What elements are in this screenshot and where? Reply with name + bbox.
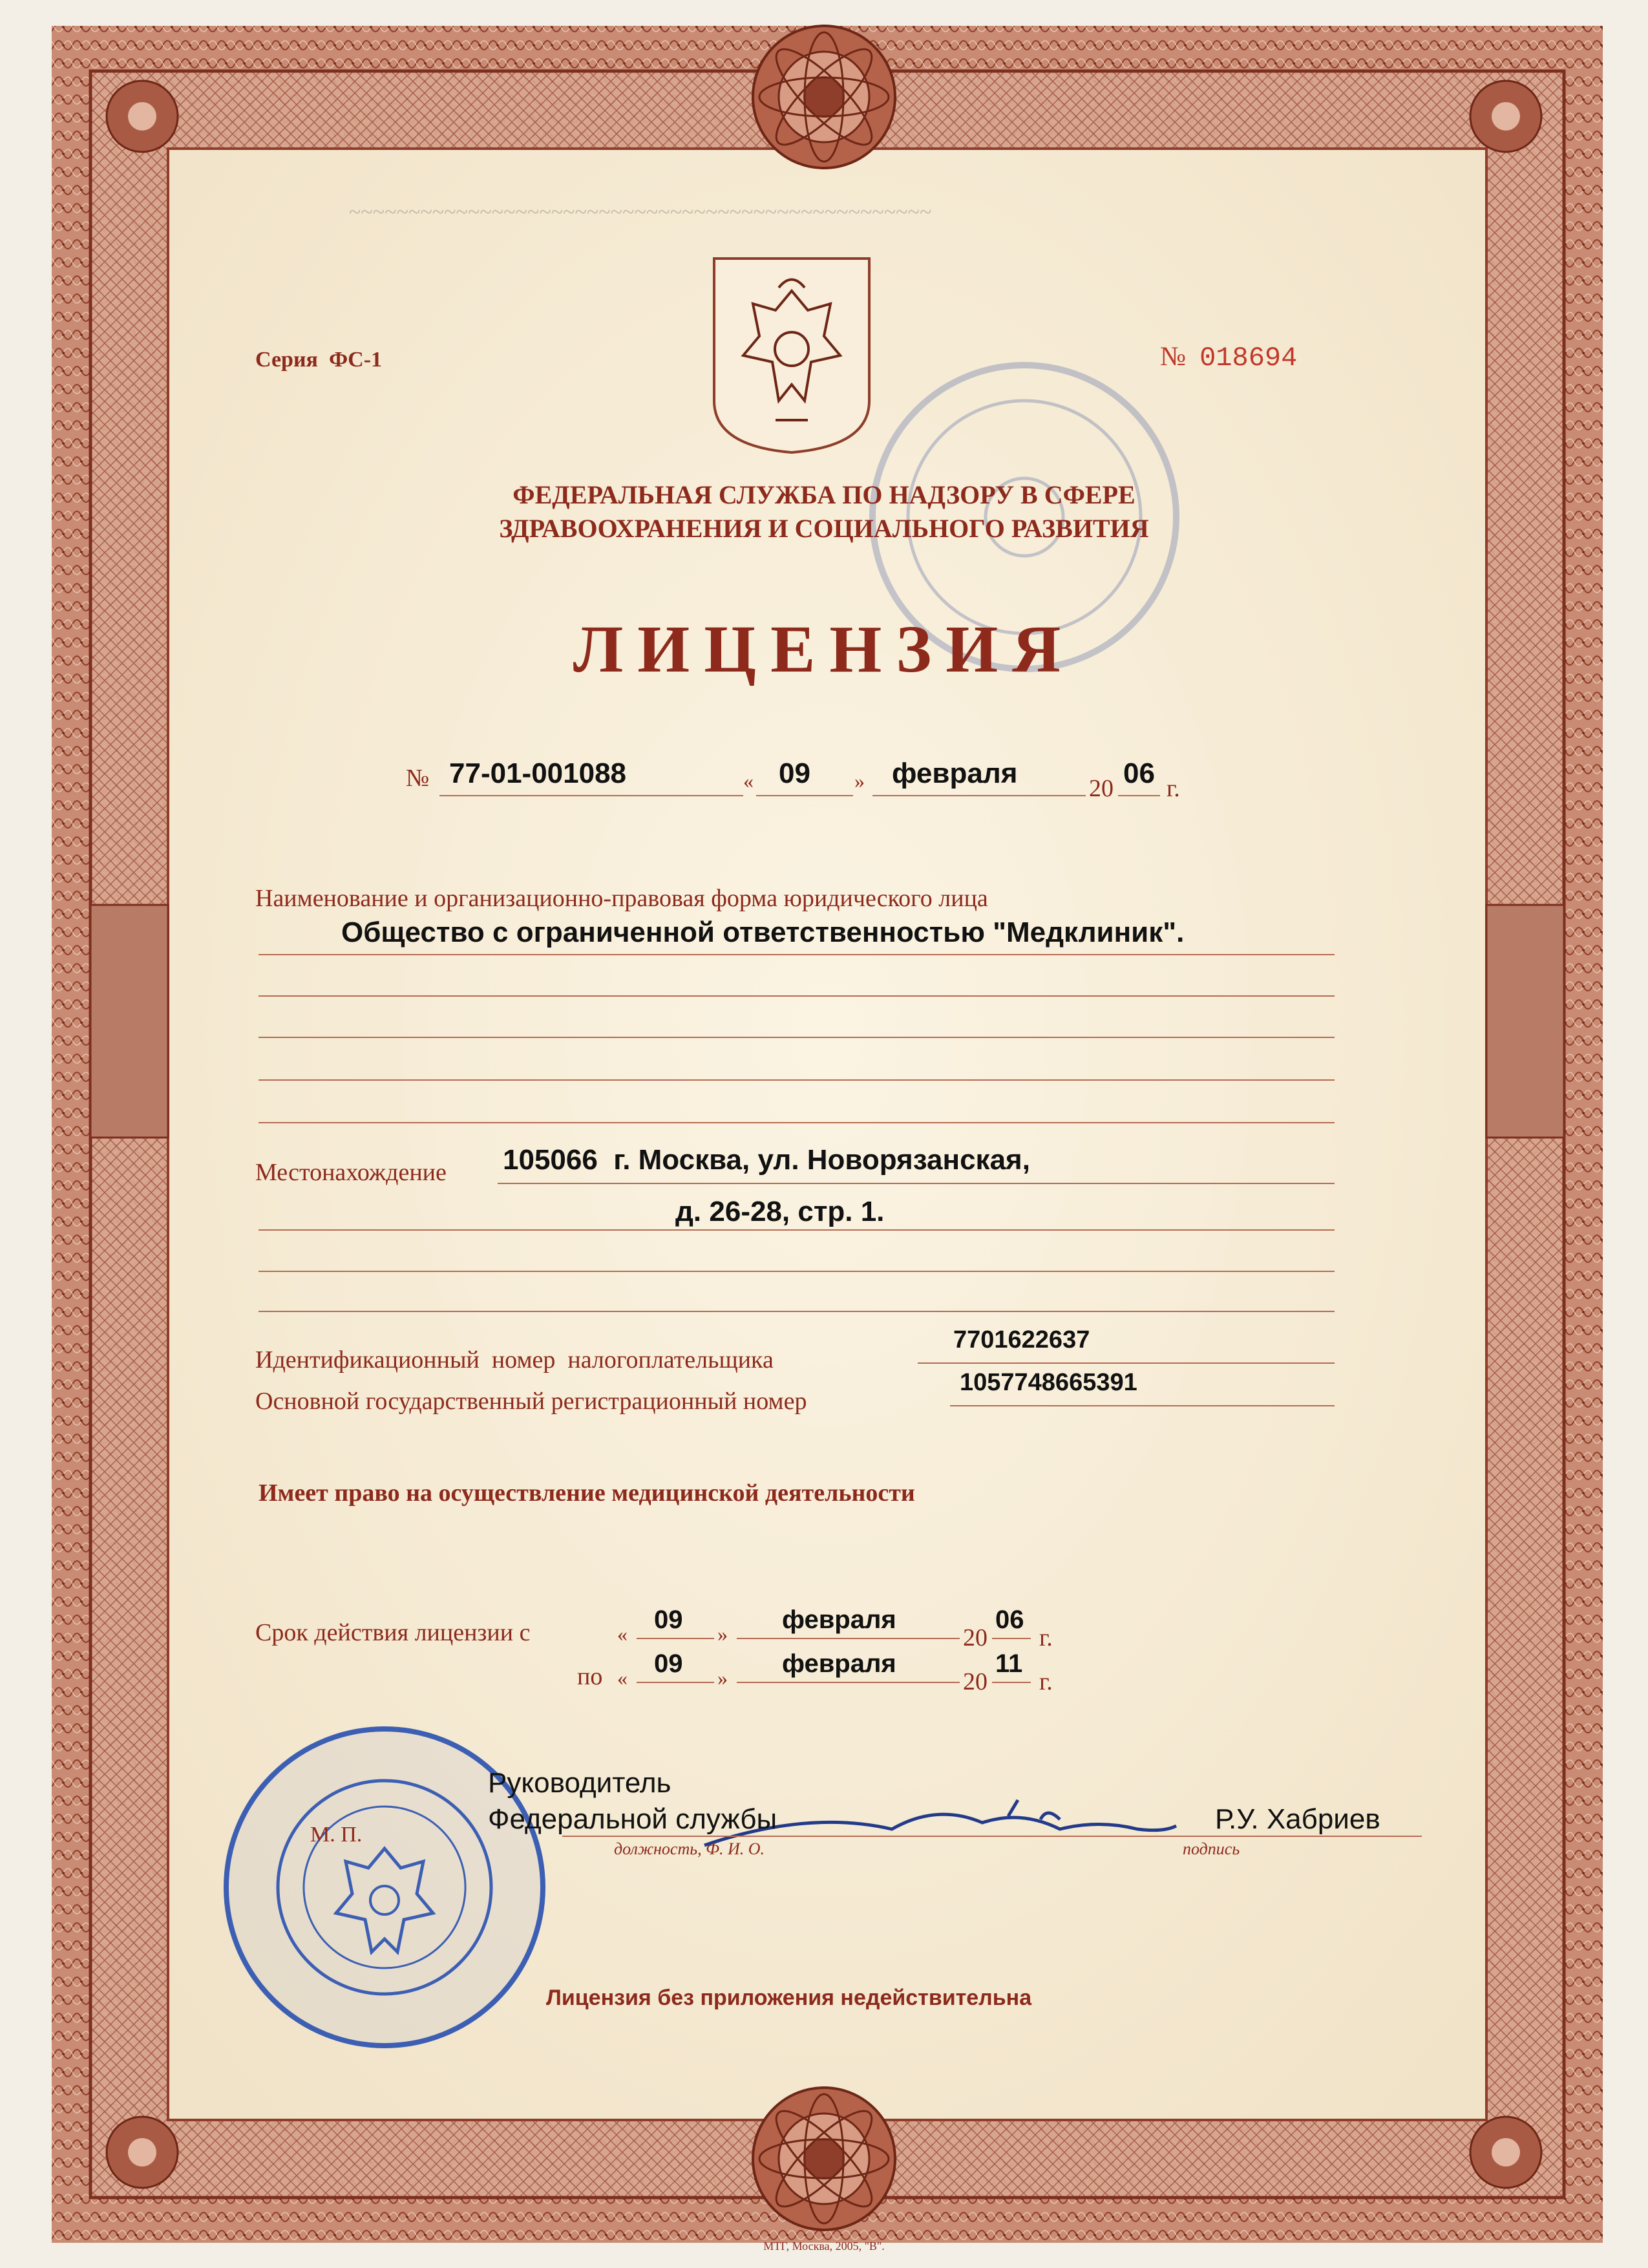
stamp-place-label: М. П. [310,1823,363,1847]
validity-to-year-suffix: 11 [995,1649,1023,1678]
org-label: Наименование и организационно-правовая форма юридического лица [255,885,988,912]
series-value: ФС-1 [328,348,383,372]
validity-from-day: 09 [654,1606,683,1634]
signer-position-1: Руководитель [488,1767,671,1799]
caption-position-name: должность, Ф. И. О. [614,1839,765,1858]
license-day: 09 [779,758,810,789]
address-line-1: 105066 г. Москва, ул. Новорязанская, [503,1144,1030,1176]
printer-imprint: МТГ, Москва, 2005, "В". [763,2240,885,2252]
blank-number-value: 018694 [1199,343,1298,374]
top-rosette [753,26,895,168]
series-label [255,348,382,372]
ogrn-value: 1057748665391 [960,1369,1137,1396]
inn-label: Идентификационный номер налогоплательщика [255,1346,774,1373]
validity-from-month: февраля [782,1606,896,1634]
coat-of-arms-icon [714,259,869,452]
validity-to-month: февраля [782,1649,896,1678]
validity-to-year-prefix: 20 [963,1668,988,1695]
right-statement: Имеет право на осуществление медицинской деятельности [259,1479,915,1507]
footer-note: Лицензия без приложения недействительна [546,1986,1032,2010]
license-year-prefix: 20 [1089,775,1114,802]
signer-name: Р.У. Хабриев [1215,1803,1380,1835]
quote-close: » [854,769,865,792]
license-number: 77-01-001088 [449,758,627,789]
license-year-suffix: 06 [1123,758,1155,789]
agency-line-1: ФЕДЕРАЛЬНАЯ СЛУЖБА ПО НАДЗОРУ В СФЕРЕ [512,480,1136,509]
address-label: Местонахождение [255,1159,447,1186]
validity-to-year-abbr: г. [1039,1668,1053,1695]
org-value: Общество с ограниченной ответственностью "Медклиник". [341,917,1185,948]
validity-to-quote-close: » [717,1666,728,1690]
validity-from-year-suffix: 06 [995,1606,1024,1634]
signer-position-2: Федеральной службы [488,1803,777,1835]
caption-signature: подпись [1183,1839,1240,1858]
license-document: ~~~~~~~~~~~~~~~~~~~~~~~~~~~~~~~~~~~~~~~~~~~~~~~~~ Серия ФС-1 № 018694 ФЕДЕРАЛЬНАЯ СЛУЖБА ПО НАДЗОРУ В СФЕРЕ ЗДРАВООХРАНЕНИЯ И СОЦИАЛЬНОГО РАЗВИТИЯ ЛИЦЕНЗИЯ № 77-01-001088 « 09 » февраля 20 06 г. Наименование и организационно-правовая форма юридического лица Общество с ограниченной ответственностью "Медклиник". Местонахождение 105066 г. Москва, ул. Новорязанская, д. 26-28, стр. 1. Идентификационный номер налогоплательщика 7701622637 Основной государственный регистрационный номер 1057748665391 Имеет право на осуществление медицинской деятельности Срок действия лицензии с « 09 » февраля 20 06 г. по « 09 » февраля 20 11 г. Руководитель Федеральной службы Р.У. Хабриев должность, Ф. И. О. подпись М. П. Лицензия без приложения недействительна МТГ, Москва, 2005, "В". [0,0,1648,2268]
agency-name [0,478,1648,546]
address-line-2: д. 26-28, стр. 1. [675,1196,885,1227]
inn-value: 7701622637 [953,1326,1090,1353]
validity-from-year-abbr: г. [1039,1624,1053,1651]
validity-label-to: по [577,1663,603,1690]
ogrn-label: Основной государственный регистрационный номер [255,1388,807,1415]
blank-number-sign: № [1160,342,1187,372]
license-year-abbr: г. [1167,775,1180,802]
validity-from-quote-open: « [617,1622,628,1646]
license-number-sign: № [406,765,430,792]
series-label-text: Серия [255,348,318,372]
validity-to-quote-open: « [617,1666,628,1690]
validity-from-quote-close: » [717,1622,728,1646]
bottom-rosette [753,2088,895,2230]
document-title: ЛИЦЕНЗИЯ [573,612,1075,686]
validity-to-day: 09 [654,1649,683,1678]
agency-line-2: ЗДРАВООХРАНЕНИЯ И СОЦИАЛЬНОГО РАЗВИТИЯ [499,514,1149,543]
quote-open: « [743,769,754,792]
license-month: февраля [892,758,1018,789]
validity-label-from: Срок действия лицензии с [255,1619,531,1646]
validity-from-year-prefix: 20 [963,1624,988,1651]
blank-number [1160,341,1297,374]
